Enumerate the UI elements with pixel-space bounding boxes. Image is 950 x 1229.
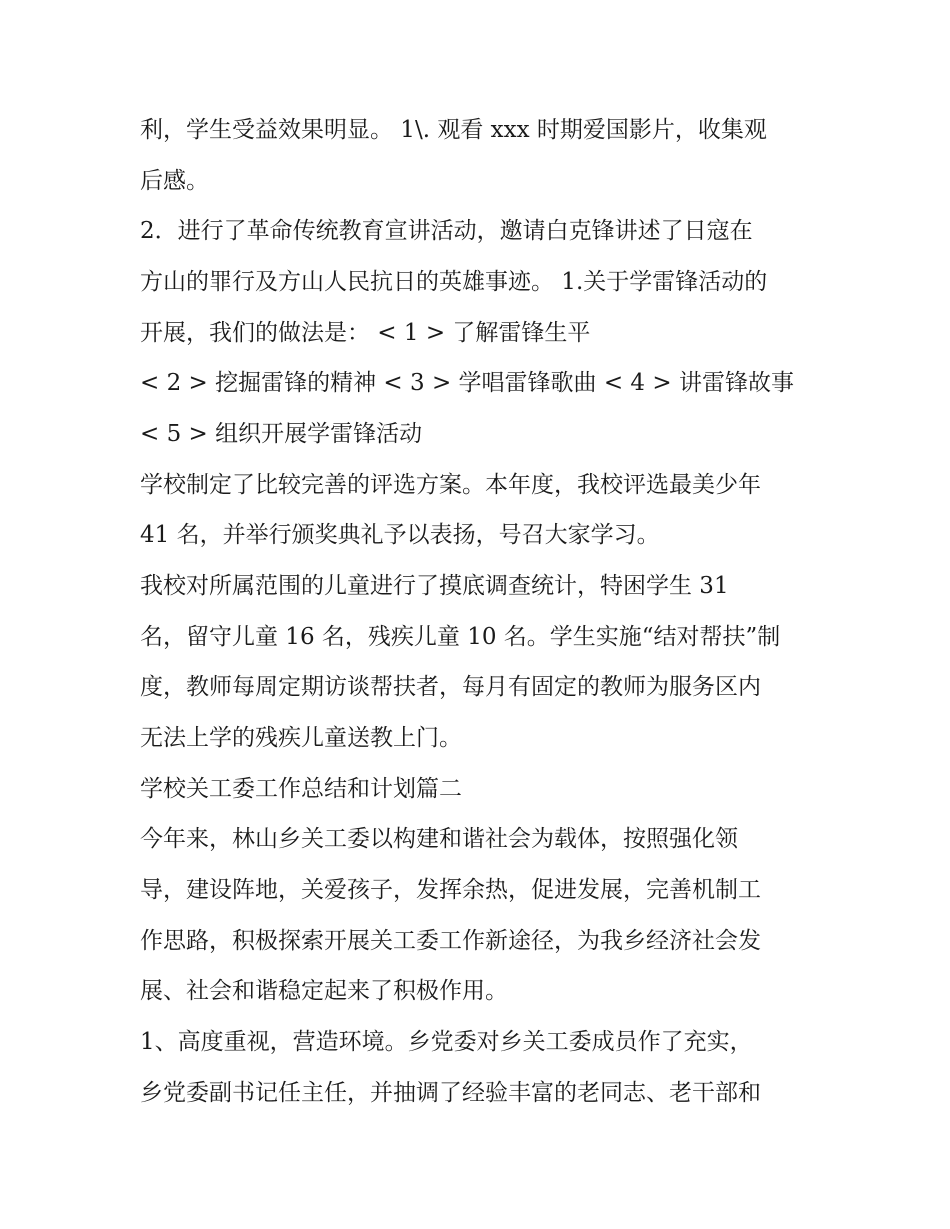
text-line: 利，学生受益效果明显。 1\. 观看 xxx 时期爱国影片，收集观 bbox=[140, 117, 767, 143]
text-line: 方山的罪行及方山人民抗日的英雄事迹。 1.关于学雷锋活动的 bbox=[140, 269, 768, 295]
text-line: 2．进行了革命传统教育宣讲活动，邀请白克锋讲述了日寇在 bbox=[140, 218, 753, 244]
text-line: < 5 > 组织开展学雷锋活动 bbox=[140, 421, 423, 447]
text-line: 1、高度重视，营造环境。乡党委对乡关工委成员作了充实， bbox=[140, 1029, 753, 1055]
text-line: 度，教师每周定期访谈帮扶者，每月有固定的教师为服务区内 bbox=[140, 674, 761, 700]
text-line: 作思路，积极探索开展关工委工作新途径，为我乡经济社会发 bbox=[140, 928, 761, 954]
text-line: 学校制定了比较完善的评选方案。本年度，我校评选最美少年 bbox=[140, 472, 761, 498]
text-line: 展、社会和谐稳定起来了积极作用。 bbox=[140, 978, 508, 1004]
section-heading: 学校关工委工作总结和计划篇二 bbox=[140, 776, 462, 802]
text-line: 我校对所属范围的儿童进行了摸底调查统计，特困学生 31 bbox=[140, 573, 729, 599]
text-line: 开展，我们的做法是： < 1 > 了解雷锋生平 bbox=[140, 320, 591, 346]
text-line: 41 名，并举行颁奖典礼予以表扬，号召大家学习。 bbox=[140, 522, 660, 548]
text-line: 后感。 bbox=[140, 168, 209, 194]
text-line: 无法上学的残疾儿童送教上门。 bbox=[140, 725, 462, 751]
text-line: 名，留守儿童 16 名，残疾儿童 10 名。学生实施“结对帮扶”制 bbox=[140, 624, 781, 650]
text-line: < 2 > 挖掘雷锋的精神 < 3 > 学唱雷锋歌曲 < 4 > 讲雷锋故事 bbox=[140, 370, 794, 396]
text-line: 乡党委副书记任主任，并抽调了经验丰富的老同志、老干部和 bbox=[140, 1080, 761, 1106]
text-line: 导，建设阵地，关爱孩子，发挥余热，促进发展，完善机制工 bbox=[140, 877, 761, 903]
text-line: 今年来，林山乡关工委以构建和谐社会为载体，按照强化领 bbox=[140, 826, 738, 852]
